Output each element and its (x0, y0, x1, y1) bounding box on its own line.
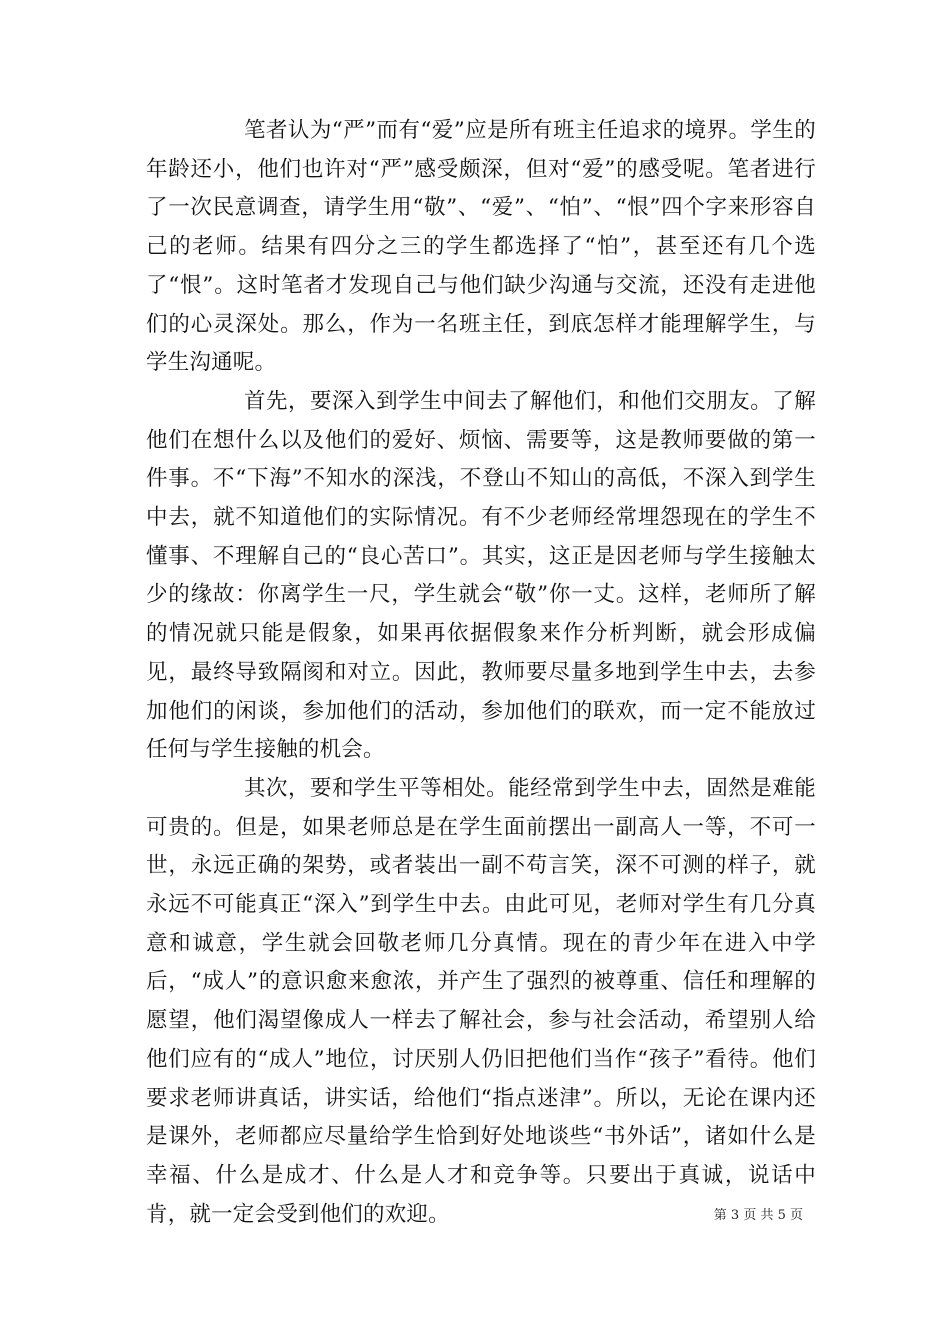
paragraph-first-point: 首先，要深入到学生中间去了解他们，和他们交朋友。了解他们在想什么以及他们的爱好、烦恼、需要等，这是教师要做的第一件事。不“下海”不知水的深浅，不登山不知山的高低，不深入到学生中去，就不知道他们的实际情况。有不少老师经常埋怨现在的学生不懂事、不理解自己的“良心苦口”。其实，这正是因老师与学生接触太少的缘故：你离学生一尺，学生就会“敬”你一丈。这样，老师所了解的情况就只能是假象，如果再依据假象来作分析判断，就会形成偏见，最终导致隔阂和对立。因此，教师要尽量多地到学生中去，去参加他们的闲谈，参加他们的活动，参加他们的联欢，而一定不能放过任何与学生接触的机会。 (146, 388, 816, 763)
paragraph-intro: 笔者认为“严”而有“爱”应是所有班主任追求的境界。学生的年龄还小，他们也许对“严”感受颇深，但对“爱”的感受呢。笔者进行了一次民意调查，请学生用“敬”、“爱”、“怕”、“恨”四个字来形容自己的老师。结果有四分之三的学生都选择了“怕”，甚至还有几个选了“恨”。这时笔者才发现自己与他们缺少沟通与交流，还没有走进他们的心灵深处。那么，作为一名班主任，到底怎样才能理解学生，与学生沟通呢。 (146, 118, 816, 376)
page-number: 第 3 页 共 5 页 (713, 1208, 803, 1223)
paragraph-second-point: 其次，要和学生平等相处。能经常到学生中去，固然是难能可贵的。但是，如果老师总是在学生面前摆出一副高人一等，不可一世，永远正确的架势，或者装出一副不苟言笑，深不可测的样子，就永远不可能真正“深入”到学生中去。由此可见，老师对学生有几分真意和诚意，学生就会回敬老师几分真情。现在的青少年在进入中学后，“成人”的意识愈来愈浓，并产生了强烈的被尊重、信任和理解的愿望，他们渴望像成人一样去了解社会，参与社会活动，希望别人给他们应有的“成人”地位，讨厌别人仍旧把他们当作“孩子”看待。他们要求老师讲真话，讲实话，给他们“指点迷津”。所以，无论在课内还是课外，老师都应尽量给学生恰到好处地谈些“书外话”，诸如什么是幸福、什么是成才、什么是人才和竞争等。只要出于真诚，说话中肯，就一定会受到他们的欢迎。 (146, 775, 816, 1227)
document-body (146, 112, 816, 1234)
